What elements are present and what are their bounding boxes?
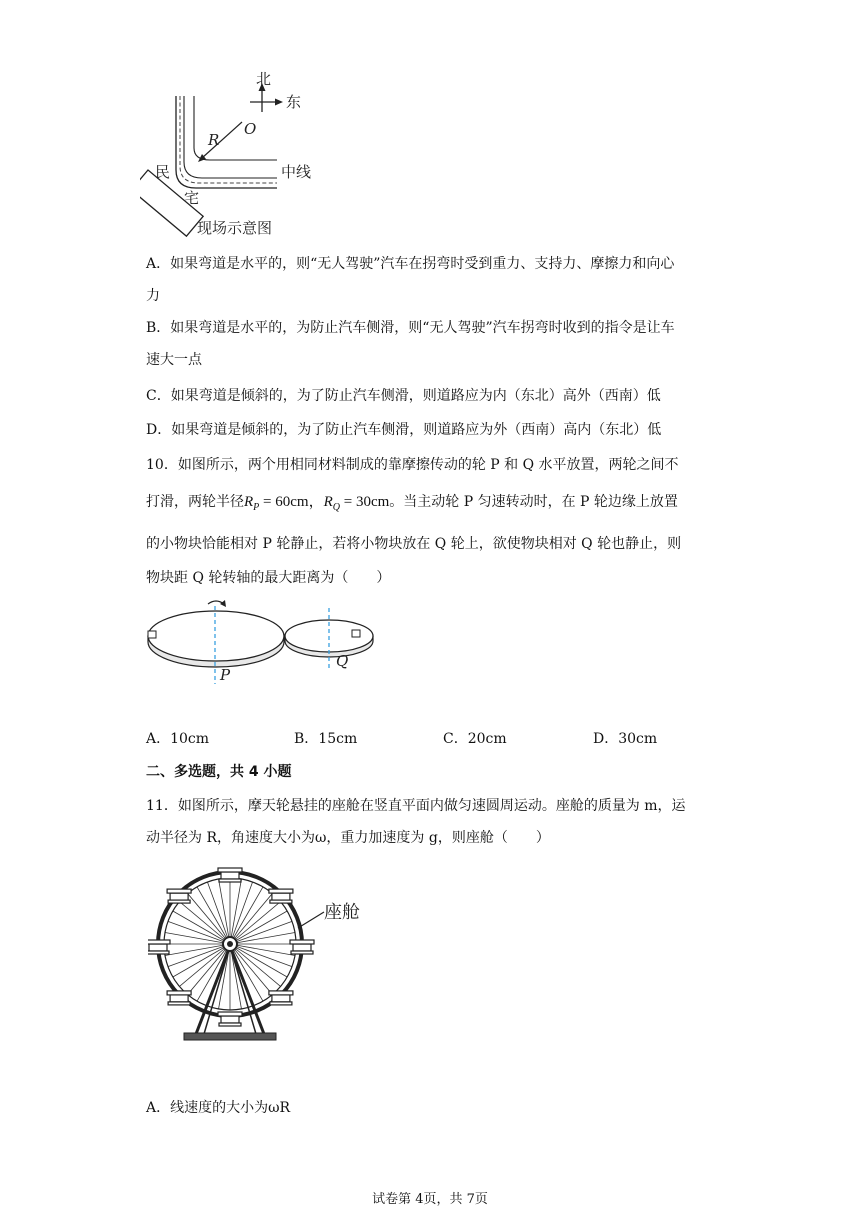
q9-option-c: C．如果弯道是倾斜的，为了防止汽车侧滑，则道路应为内（东北）高外（西南）低 [146, 388, 661, 404]
ferris-wheel-figure [148, 862, 378, 1046]
q10-option-b: B．15cm [294, 731, 358, 747]
road-scene-figure [140, 70, 330, 240]
house-label-2: 宅 [184, 189, 200, 207]
q11-stem-line2: 动半径为 R，角速度大小为ω，重力加速度为 g，则座舱（ ） [146, 830, 550, 846]
q9-option-b-line1: B．如果弯道是水平的，为防止汽车侧滑，则“无人驾驶”汽车拐弯时收到的指令是让车 [146, 320, 675, 336]
cabin [269, 889, 293, 903]
wheel-p-label: P [220, 666, 231, 684]
north-label: 北 [256, 70, 272, 88]
q10-option-d: D．30cm [593, 731, 658, 747]
two-wheels-figure [140, 598, 390, 690]
figure-caption: 现场示意图 [197, 219, 273, 237]
cabin [218, 868, 242, 882]
cabin [218, 1012, 242, 1026]
radius-r-label: R [208, 131, 220, 149]
q9-option-d: D．如果弯道是倾斜的，为了防止汽车侧滑，则道路应为外（西南）高内（东北）低 [146, 422, 662, 438]
q10-stem-line3: 的小物块恰能相对 P 轮静止，若将小物块放在 Q 轮上，欲使物块相对 Q 轮也静止，则 [146, 536, 682, 552]
east-label: 东 [286, 93, 302, 111]
q9-option-b-line2: 速大一点 [146, 352, 202, 368]
cabin [167, 889, 191, 903]
centerline-label: 中线 [281, 163, 312, 181]
house-label-1: 民 [155, 163, 171, 181]
section-heading-multiple-choice: 二、多选题，共 4 小题 [146, 764, 292, 780]
q9-option-a-line1: A．如果弯道是水平的，则“无人驾驶”汽车在拐弯时受到重力、支持力、摩擦力和向心 [146, 256, 675, 272]
q9-option-a-line2: 力 [146, 288, 160, 304]
q10-stem-line2: 打滑，两轮半径$R_P = 60cm$，$R_Q = 30cm$。当主动轮 P 匀速转动时，在 P 轮边缘上放置 [146, 494, 678, 513]
cabin [148, 940, 170, 954]
cabin [269, 991, 293, 1005]
cabin-label: 座舱 [324, 902, 360, 923]
q11-option-a: A．线速度的大小为ωR [146, 1100, 291, 1116]
wheel-q-label: Q [336, 652, 349, 670]
q11-stem-line1: 11．如图所示，摩天轮悬挂的座舱在竖直平面内做匀速圆周运动。座舱的质量为 m，运 [146, 798, 686, 814]
center-o-label: O [244, 120, 257, 138]
q10-option-c: C．20cm [443, 731, 507, 747]
q10-stem-line4: 物块距 Q 轮转轴的最大距离为（ ） [146, 570, 391, 586]
cabin [167, 991, 191, 1005]
cabin [290, 940, 314, 954]
page-footer: 试卷第 4页，共 7页 [372, 1192, 488, 1207]
q10-option-a: A．10cm [146, 731, 210, 747]
q10-stem-line1: 10．如图所示，两个用相同材料制成的靠摩擦传动的轮 P 和 Q 水平放置，两轮之间不 [146, 457, 679, 473]
